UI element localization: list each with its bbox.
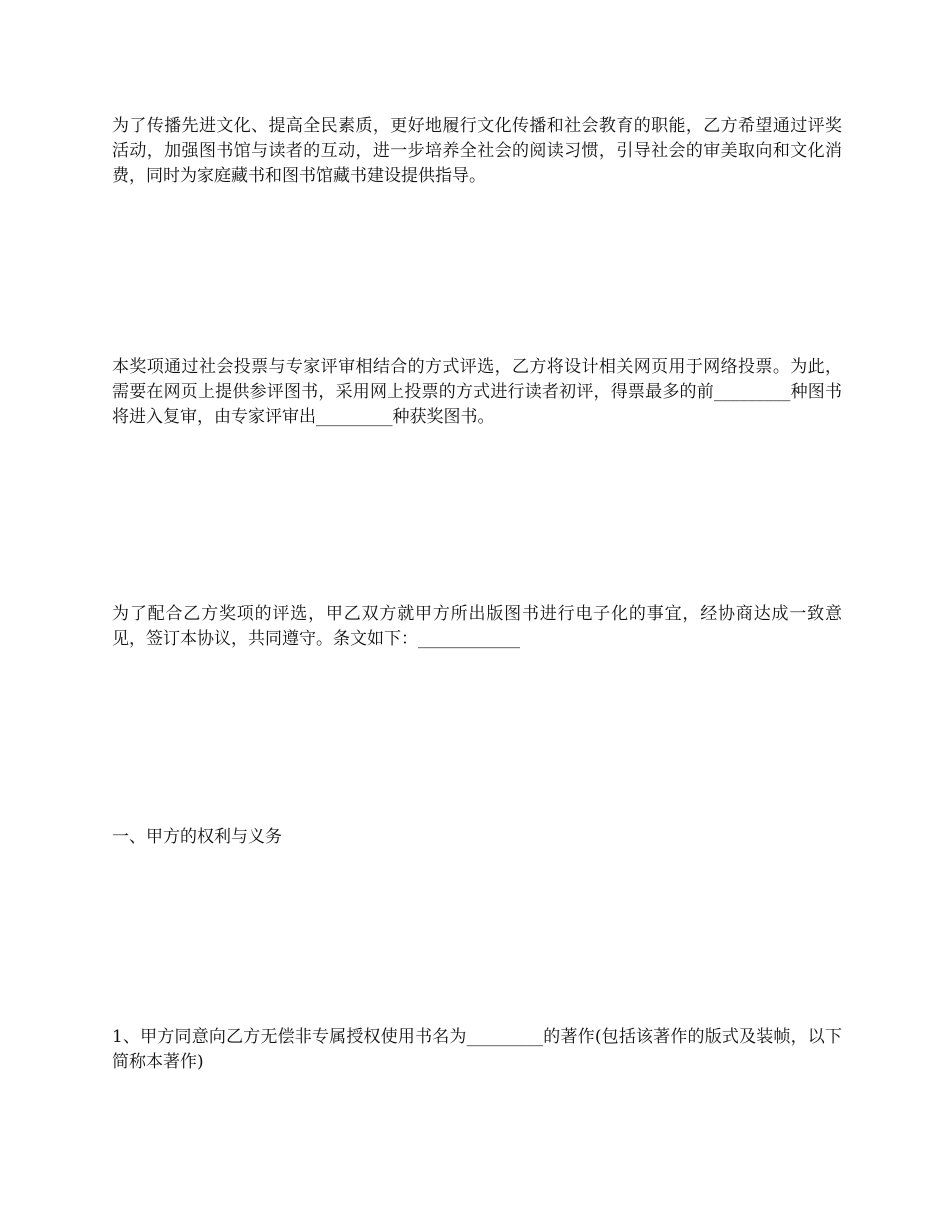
- paragraph-voting-method: 本奖项通过社会投票与专家评审相结合的方式评选，乙方将设计相关网页用于网络投票。为此，需要在网页上提供参评图书，采用网上投票的方式进行读者初评，得票最多的前_________种图书将进入复审，由专家评审出_________种获奖图书。: [112, 357, 842, 427]
- section-heading-party-a-rights: 一、甲方的权利与义务: [112, 827, 282, 847]
- paragraph-purpose: 为了传播先进文化、提高全民素质，更好地履行文化传播和社会教育的职能，乙方希望通过评奖活动，加强图书馆与读者的互动，进一步培养全社会的阅读习惯，引导社会的审美取向和文化消费，同时为家庭藏书和图书馆藏书建设提供指导。: [112, 116, 842, 186]
- clause-1-authorization: 1、甲方同意向乙方无偿非专属授权使用书名为_________的著作(包括该著作的版式及装帧，以下简称本著作): [112, 1027, 842, 1072]
- paragraph-agreement-intro: 为了配合乙方奖项的评选，甲乙双方就甲方所出版图书进行电子化的事宜，经协商达成一致意见，签订本协议，共同遵守。条文如下：____________: [112, 604, 842, 649]
